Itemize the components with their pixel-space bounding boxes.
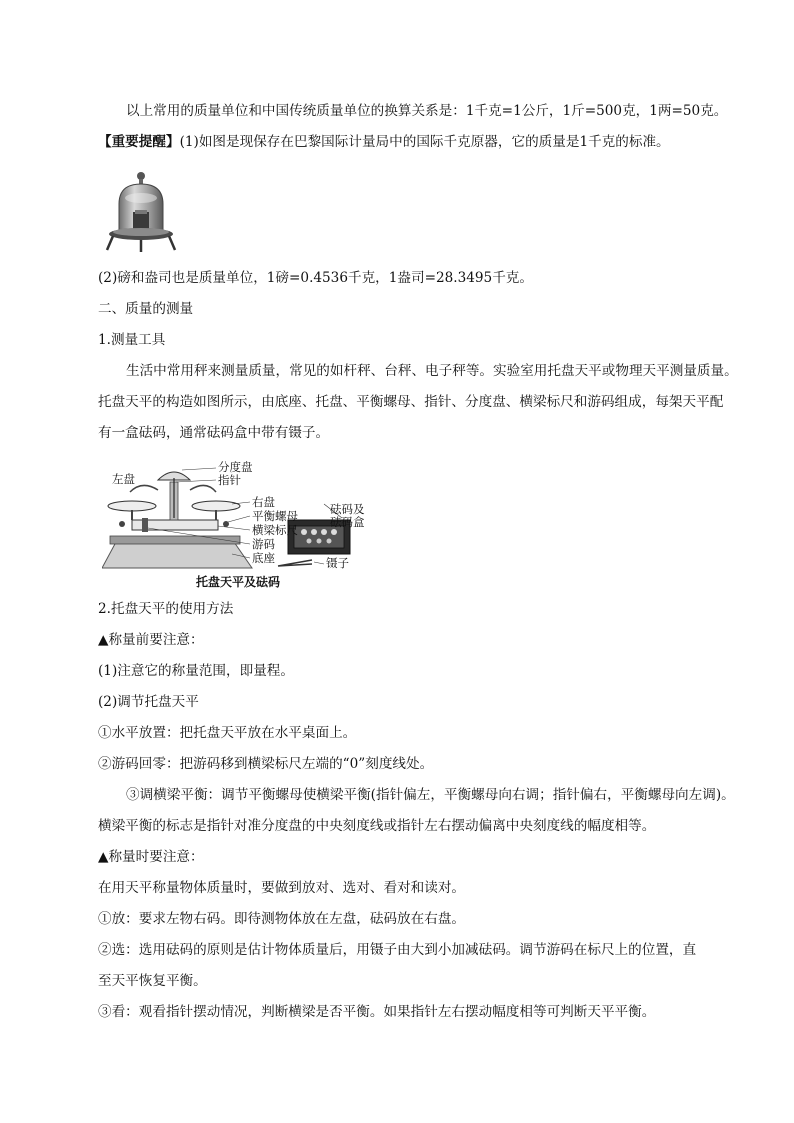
label-beam-scale: 横梁标尺 bbox=[252, 523, 298, 537]
label-balance-nut: 平衡螺母 bbox=[252, 509, 298, 523]
label-scale-dial: 分度盘 bbox=[218, 460, 253, 474]
reminder-text: (1)如图是现保存在巴黎国际计量局中的国际千克原器，它的质量是1千克的标准。 bbox=[179, 134, 670, 150]
step-adjust: (2)调节托盘天平 bbox=[98, 694, 199, 710]
label-weights-box-line1: 砝码及 bbox=[330, 502, 365, 516]
label-base: 底座 bbox=[252, 551, 275, 565]
figure-caption: 托盘天平及砝码 bbox=[196, 575, 281, 589]
label-tweezers: 镊子 bbox=[326, 556, 349, 570]
kilogram-prototype-figure bbox=[103, 170, 181, 256]
rule-select-1: ②选：选用砝码的原则是估计物体质量后，用镊子由大到小加减砝码。调节游码在标尺上的位置，直 bbox=[98, 942, 697, 958]
paragraph-unit-conversion: 以上常用的质量单位和中国传统质量单位的换算关系是：1千克=1公斤，1斤=500克，1两=50克。 bbox=[126, 103, 728, 119]
paragraph-tools-3: 有一盒砝码，通常砝码盒中带有镊子。 bbox=[98, 425, 330, 441]
rule-select-2: 至天平恢复平衡。 bbox=[98, 973, 207, 989]
paragraph-tools-1: 生活中常用秤来测量质量，常见的如杆秤、台秤、电子秤等。实验室用托盘天平或物理天平测量质量。 bbox=[126, 363, 738, 379]
heading-mass-measurement: 二、质量的测量 bbox=[98, 301, 194, 317]
step-balance-beam-2: 横梁平衡的标志是指针对准分度盘的中央刻度线或指针左右摆动偏离中央刻度线的幅度相等。 bbox=[98, 818, 656, 834]
label-weights-box-line2: 砝码盒 bbox=[330, 515, 365, 529]
step-balance-beam-1: ③调横梁平衡：调节平衡螺母使横梁平衡(指针偏左，平衡螺母向右调；指针偏右，平衡螺母向左调)。 bbox=[126, 787, 735, 803]
rule-look: ③看：观看指针摆动情况，判断横梁是否平衡。如果指针左右摆动幅度相等可判断天平平衡。 bbox=[98, 1004, 656, 1020]
step-level: ①水平放置：把托盘天平放在水平桌面上。 bbox=[98, 725, 357, 741]
label-right-pan: 右盘 bbox=[252, 495, 275, 509]
step-zero-rider: ②游码回零：把游码移到横梁标尺左端的“0”刻度线处。 bbox=[98, 756, 434, 772]
heading-usage: 2.托盘天平的使用方法 bbox=[98, 601, 234, 617]
label-rider: 游码 bbox=[252, 537, 275, 551]
paragraph-pound-ounce: (2)磅和盎司也是质量单位，1磅=0.4536千克，1盎司=28.3495千克。 bbox=[98, 270, 533, 286]
heading-measuring-tools: 1.测量工具 bbox=[98, 332, 166, 348]
paragraph-four-rights: 在用天平称量物体质量时，要做到放对、选对、看对和读对。 bbox=[98, 880, 466, 896]
note-during-weighing: ▲称量时要注意： bbox=[98, 849, 204, 865]
paragraph-reminder bbox=[98, 132, 738, 152]
reminder-tag: 【重要提醒】 bbox=[98, 134, 180, 150]
note-before-weighing: ▲称量前要注意： bbox=[98, 632, 204, 648]
label-pointer: 指针 bbox=[218, 473, 241, 487]
rule-place: ①放：要求左物右码。即待测物体放在左盘，砝码放在右盘。 bbox=[98, 911, 466, 927]
step-range: (1)注意它的称量范围，即量程。 bbox=[98, 663, 294, 679]
label-left-pan: 左盘 bbox=[112, 472, 135, 486]
paragraph-tools-2: 托盘天平的构造如图所示，由底座、托盘、平衡螺母、指针、分度盘、横梁标尺和游码组成，每架天平配 bbox=[98, 394, 724, 410]
